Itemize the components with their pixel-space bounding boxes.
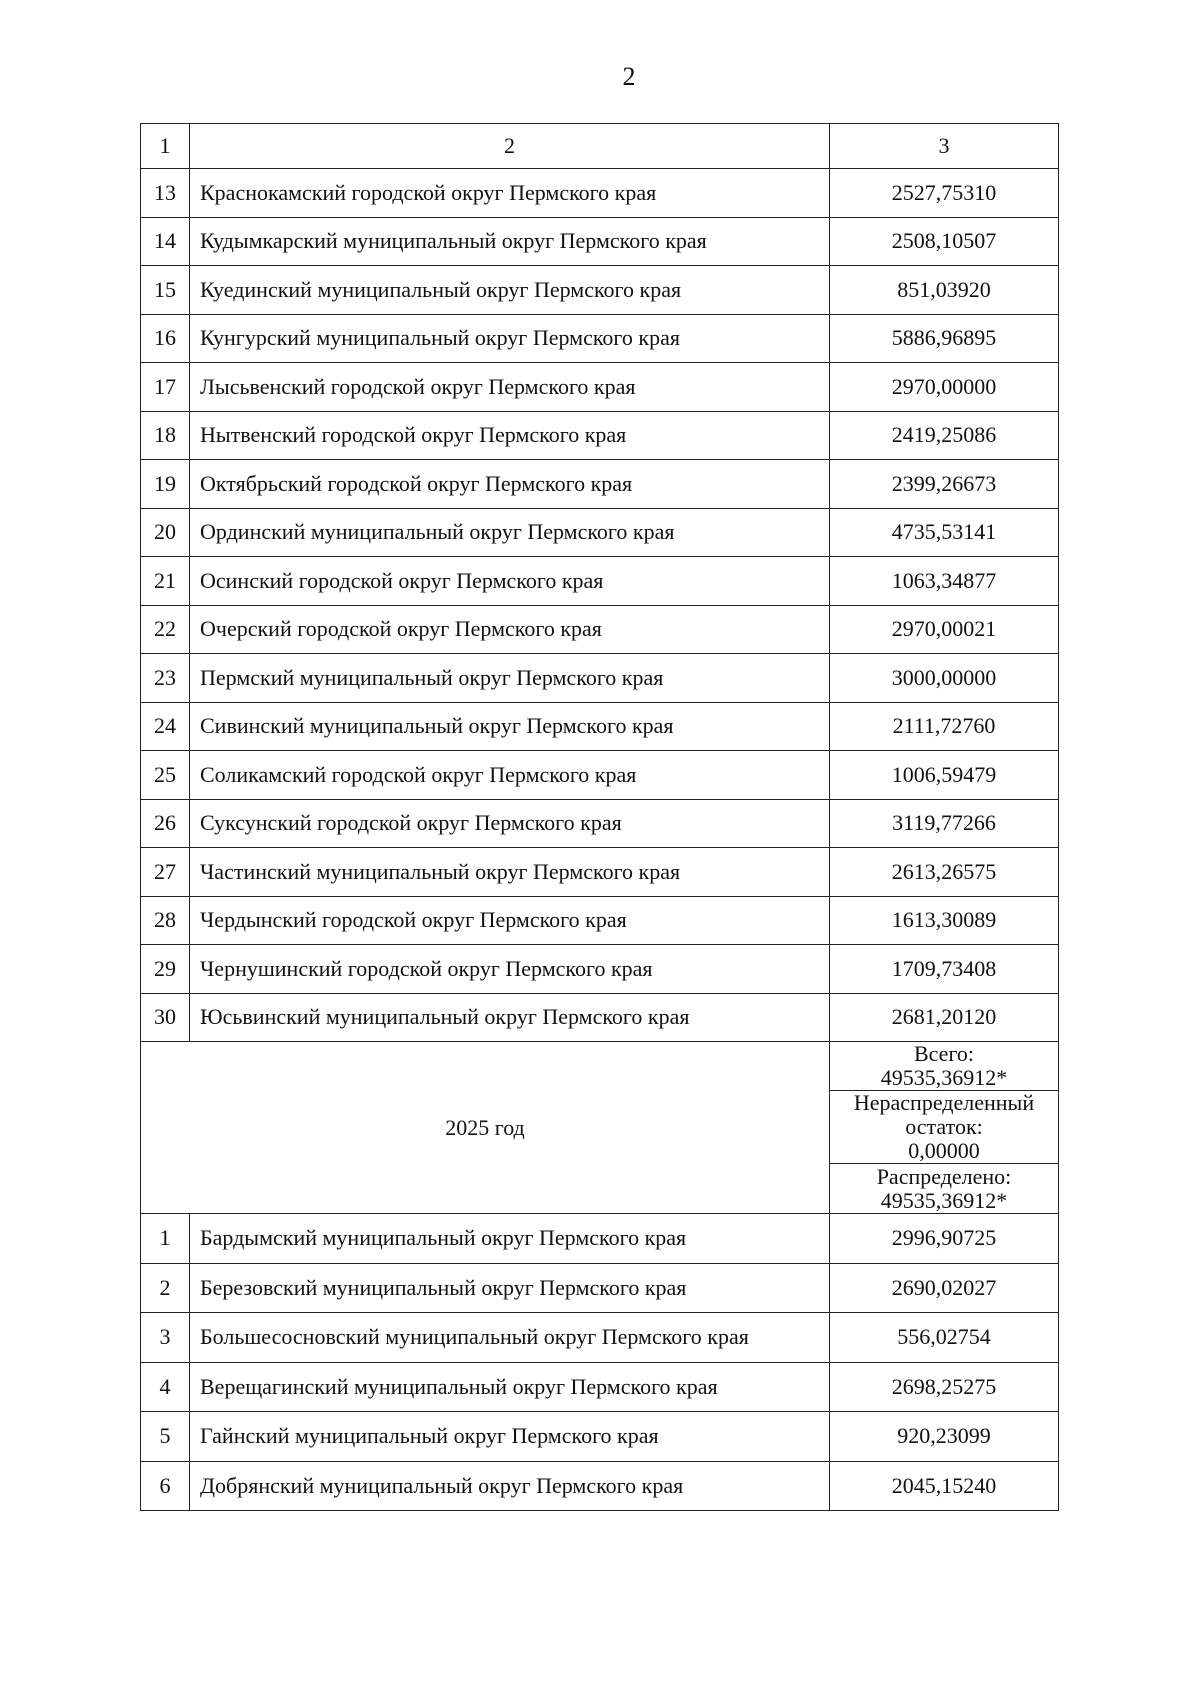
table-row (141, 1214, 1059, 1264)
table-row (141, 896, 1059, 945)
year-section-row (141, 1042, 1059, 1091)
row-number: 19 (141, 460, 190, 509)
amount-value: 2399,26673 (830, 460, 1059, 509)
table-row (141, 217, 1059, 266)
row-number: 14 (141, 217, 190, 266)
remainder-label-1: Нераспределенный (853, 1090, 1035, 1115)
allocation-table-body (141, 124, 1059, 1511)
row-number: 6 (141, 1461, 190, 1511)
amount-value: 2681,20120 (830, 993, 1059, 1042)
table-row (141, 557, 1059, 606)
page-number: 2 (622, 62, 636, 91)
amount-value: 2111,72760 (830, 702, 1059, 751)
amount-value: 556,02754 (830, 1313, 1059, 1363)
row-number: 21 (141, 557, 190, 606)
municipality-name: Пермский муниципальный округ Пермского края (190, 654, 830, 703)
table-row (141, 993, 1059, 1042)
remainder-value: 0,00000 (908, 1138, 980, 1163)
total-cell (830, 1042, 1059, 1091)
municipality-name: Кудымкарский муниципальный округ Пермского края (190, 217, 830, 266)
municipality-name: Октябрьский городской округ Пермского края (190, 460, 830, 509)
row-number: 3 (141, 1313, 190, 1363)
table-row (141, 702, 1059, 751)
header-cell-1: 1 (141, 124, 190, 169)
table-row (141, 1461, 1059, 1511)
municipality-name: Большесосновский муниципальный округ Пермского края (190, 1313, 830, 1363)
table-row (141, 508, 1059, 557)
row-number: 28 (141, 896, 190, 945)
row-number: 25 (141, 751, 190, 800)
amount-value: 2970,00000 (830, 363, 1059, 412)
header-cell-2: 2 (190, 124, 830, 169)
amount-value: 2690,02027 (830, 1263, 1059, 1313)
table-row (141, 1263, 1059, 1313)
table-row (141, 848, 1059, 897)
municipality-name: Краснокамский городской округ Пермского края (190, 169, 830, 218)
table-row (141, 363, 1059, 412)
amount-value: 3000,00000 (830, 654, 1059, 703)
table-header-row (141, 124, 1059, 169)
amount-value: 2996,90725 (830, 1214, 1059, 1264)
amount-value: 5886,96895 (830, 314, 1059, 363)
amount-value: 920,23099 (830, 1412, 1059, 1462)
municipality-name: Верещагинский муниципальный округ Пермского края (190, 1362, 830, 1412)
table-row (141, 605, 1059, 654)
table-row (141, 169, 1059, 218)
amount-value: 1063,34877 (830, 557, 1059, 606)
row-number: 23 (141, 654, 190, 703)
row-number: 16 (141, 314, 190, 363)
row-number: 30 (141, 993, 190, 1042)
allocation-table (140, 123, 1059, 1511)
amount-value: 2613,26575 (830, 848, 1059, 897)
amount-value: 1709,73408 (830, 945, 1059, 994)
municipality-name: Очерский городской округ Пермского края (190, 605, 830, 654)
table-row (141, 799, 1059, 848)
municipality-name: Частинский муниципальный округ Пермского края (190, 848, 830, 897)
table-row (141, 1313, 1059, 1363)
municipality-name: Сивинский муниципальный округ Пермского края (190, 702, 830, 751)
row-number: 24 (141, 702, 190, 751)
municipality-name: Березовский муниципальный округ Пермского края (190, 1263, 830, 1313)
table-row (141, 314, 1059, 363)
table-row (141, 411, 1059, 460)
municipality-name: Ординский муниципальный округ Пермского края (190, 508, 830, 557)
table-row (141, 751, 1059, 800)
row-number: 29 (141, 945, 190, 994)
row-number: 1 (141, 1214, 190, 1264)
row-number: 27 (141, 848, 190, 897)
row-number: 5 (141, 1412, 190, 1462)
amount-value: 851,03920 (830, 266, 1059, 315)
amount-value: 2698,25275 (830, 1362, 1059, 1412)
row-number: 20 (141, 508, 190, 557)
amount-value: 1613,30089 (830, 896, 1059, 945)
municipality-name: Нытвенский городской округ Пермского края (190, 411, 830, 460)
amount-value: 2419,25086 (830, 411, 1059, 460)
municipality-name: Соликамский городской округ Пермского края (190, 751, 830, 800)
municipality-name: Осинский городской округ Пермского края (190, 557, 830, 606)
distributed-label: Распределено: (876, 1163, 1012, 1189)
amount-value: 3119,77266 (830, 799, 1059, 848)
row-number: 18 (141, 411, 190, 460)
amount-value: 4735,53141 (830, 508, 1059, 557)
municipality-name: Гайнский муниципальный округ Пермского края (190, 1412, 830, 1462)
table-row (141, 654, 1059, 703)
municipality-name: Добрянский муниципальный округ Пермского края (190, 1461, 830, 1511)
total-label: Всего: (913, 1041, 975, 1066)
remainder-label-2: остаток: (905, 1114, 983, 1139)
amount-value: 2508,10507 (830, 217, 1059, 266)
amount-value: 1006,59479 (830, 751, 1059, 800)
municipality-name: Кунгурский муниципальный округ Пермского края (190, 314, 830, 363)
row-number: 22 (141, 605, 190, 654)
municipality-name: Юсьвинский муниципальный округ Пермского края (190, 993, 830, 1042)
table-row (141, 460, 1059, 509)
table-row (141, 1362, 1059, 1412)
amount-value: 2970,00021 (830, 605, 1059, 654)
municipality-name: Куединский муниципальный округ Пермского края (190, 266, 830, 315)
row-number: 13 (141, 169, 190, 218)
row-number: 15 (141, 266, 190, 315)
distributed-value: 49535,36912* (880, 1187, 1008, 1213)
municipality-name: Чернушинский городской округ Пермского края (190, 945, 830, 994)
row-number: 26 (141, 799, 190, 848)
remainder-cell (830, 1091, 1059, 1164)
total-value: 49535,36912* (880, 1065, 1008, 1090)
municipality-name: Лысьвенский городской округ Пермского края (190, 363, 830, 412)
row-number: 17 (141, 363, 190, 412)
amount-value: 2045,15240 (830, 1461, 1059, 1511)
year-label: 2025 год (141, 1042, 830, 1214)
amount-value: 2527,75310 (830, 169, 1059, 218)
municipality-name: Чердынский городской округ Пермского края (190, 896, 830, 945)
table-row (141, 266, 1059, 315)
row-number: 4 (141, 1362, 190, 1412)
municipality-name: Бардымский муниципальный округ Пермского края (190, 1214, 830, 1264)
distributed-cell (830, 1164, 1059, 1214)
header-cell-3: 3 (830, 124, 1059, 169)
row-number: 2 (141, 1263, 190, 1313)
municipality-name: Суксунский городской округ Пермского края (190, 799, 830, 848)
table-row (141, 1412, 1059, 1462)
table-row (141, 945, 1059, 994)
